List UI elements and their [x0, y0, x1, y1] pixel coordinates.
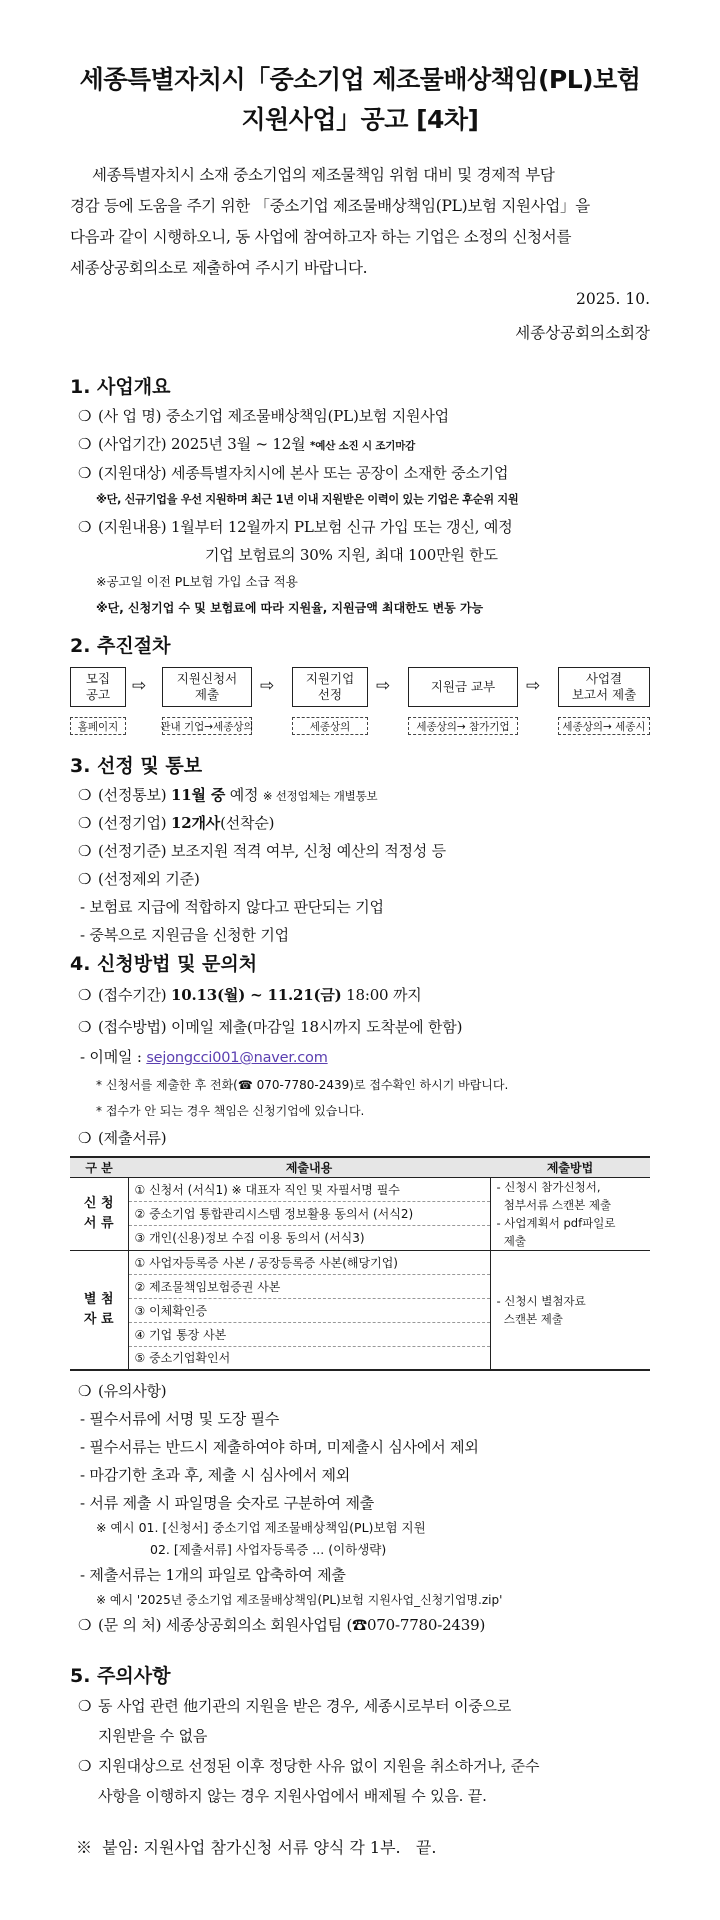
table-cell: ② 제조물책임보험증권 사본 — [128, 1274, 490, 1298]
table-row — [70, 1177, 650, 1201]
table-row — [70, 1250, 650, 1274]
caution-item: - 제출서류는 1개의 파일로 압축하여 제출 — [80, 1566, 346, 1584]
overview-content-text: (지원내용) 1월부터 12월까지 PL보험 신규 가입 또는 갱신, 예정 — [98, 518, 513, 536]
doc-title-line2: 지원사업」공고 [4차] — [241, 105, 479, 134]
arrow-right-icon: ⇨ — [526, 676, 541, 696]
table-header-row — [70, 1157, 650, 1177]
issuer: 세종상공회의소회장 — [515, 324, 650, 342]
table-header: 제출방법 — [490, 1157, 650, 1177]
flow-sub-1: 홈페이지 — [70, 717, 126, 735]
notice-item-2: ❍ 지원대상으로 선정된 이후 정당한 사유 없이 지원을 취소하거나, 준수 — [70, 1751, 650, 1781]
doc-title-line1: 세종특별자치시「중소기업 제조물배상책임(PL)보험 — [79, 65, 641, 94]
circle-bullet-icon: ❍ — [78, 1018, 92, 1036]
circle-bullet-icon: ❍ — [78, 1697, 92, 1715]
table-method: - 신청시 참가신청서, 첨부서류 스캔본 제출 - 사업계획서 pdf파일로 제출 — [490, 1177, 650, 1250]
caution-item: - 필수서류는 반드시 제출하여야 하며, 미제출시 심사에서 제외 — [80, 1438, 479, 1456]
arrow-right-icon: ⇨ — [260, 676, 275, 696]
overview-target-text: (지원대상) 세종특별자치시에 본사 또는 공장이 소재한 중소기업 — [98, 464, 509, 482]
notice-item-1-cont: 지원받을 수 없음 — [98, 1727, 208, 1745]
caution-item: - 필수서류에 서명 및 도장 필수 — [80, 1410, 280, 1428]
apply-tip-2: * 접수가 안 되는 경우 책임은 신청기업에 있습니다. — [96, 1104, 365, 1118]
circle-bullet-icon: ❍ — [78, 870, 92, 888]
filename-example-2: 02. [제출서류] 사업자등록증 ... (이하생략) — [150, 1542, 387, 1557]
intro-line: 경감 등에 도움을 주기 위한 「중소기업 제조물배상책임(PL)보험 지원사업」을 — [70, 197, 590, 215]
circle-bullet-icon: ❍ — [78, 518, 92, 536]
overview-note-1: ※공고일 이전 PL보험 가입 소급 적용 — [96, 574, 298, 589]
flow-sub-5: 세종상의→ 세종시 — [558, 717, 650, 735]
flow-sub-4: 세종상의→ 참가기업 — [408, 717, 518, 735]
circle-bullet-icon: ❍ — [78, 1382, 92, 1400]
circle-bullet-icon: ❍ — [78, 786, 92, 804]
overview-content — [70, 513, 650, 541]
process-flow — [70, 667, 650, 747]
intro-paragraph — [70, 160, 650, 284]
submission-docs-table — [70, 1156, 650, 1371]
table-header: 구 분 — [70, 1157, 128, 1177]
table-cell: ① 사업자등록증 사본 / 공장등록증 사본(해당기업) — [128, 1250, 490, 1274]
flow-sub-3: 세종상의 — [292, 717, 368, 735]
circle-bullet-icon: ❍ — [78, 814, 92, 832]
caution-item: - 마감기한 초과 후, 제출 시 심사에서 제외 — [80, 1466, 351, 1484]
attachment-note: ※ 붙임: 지원사업 참가신청 서류 양식 각 1부. 끝. — [76, 1838, 437, 1857]
intro-line: 세종상공회의소로 제출하여 주시기 바랍니다. — [70, 259, 368, 277]
arrow-right-icon: ⇨ — [376, 676, 391, 696]
overview-name — [70, 402, 650, 430]
intro-line: 세종특별자치시 소재 중소기업의 제조물책임 위험 대비 및 경제적 부담 — [92, 166, 555, 184]
overview-target — [70, 459, 650, 487]
circle-bullet-icon: ❍ — [78, 1757, 92, 1775]
intro-line: 다음과 같이 시행하오니, 동 사업에 참여하고자 하는 기업은 소정의 신청서를 — [70, 228, 572, 246]
apply-period: ❍ (접수기간) 10.13(월) ~ 11.21(금) 18:00 까지 — [70, 979, 650, 1011]
overview-period-text: (사업기간) 2025년 3월 ~ 12월 — [98, 435, 306, 453]
flow-sub-2: 관내 기업→세종상의 — [162, 717, 252, 735]
table-cell: ④ 기업 통장 사본 — [128, 1322, 490, 1346]
filename-example-3: ※ 예시 '2025년 중소기업 제조물배상책임(PL)보험 지원사업_신청기업명.zip' — [96, 1593, 503, 1607]
circle-bullet-icon: ❍ — [78, 435, 92, 453]
section-heading-5: 5. 주의사항 — [70, 1665, 171, 1687]
arrow-right-icon: ⇨ — [132, 676, 147, 696]
section-heading-2: 2. 추진절차 — [70, 635, 171, 657]
table-cell: ⑤ 중소기업확인서 — [128, 1346, 490, 1370]
circle-bullet-icon: ❍ — [78, 986, 92, 1004]
issue-date: 2025. 10. — [576, 290, 650, 308]
caution-label: ❍ (유의사항) — [70, 1377, 650, 1405]
target-note: ※단, 신규기업을 우선 지원하며 최근 1년 이내 지원받은 이력이 있는 기업은 후순위 지원 — [96, 493, 519, 506]
table-cell: ③ 개인(신용)정보 수집 이용 동의서 (서식3) — [128, 1226, 490, 1250]
overview-content-cont: 기업 보험료의 30% 지원, 최대 100만원 한도 — [205, 546, 498, 564]
section-heading-1: 1. 사업개요 — [70, 376, 171, 398]
notice-item-2-cont: 사항을 이행하지 않는 경우 지원사업에서 배제될 수 있음. 끝. — [98, 1787, 487, 1805]
email-row: - 이메일 : sejongcci001@naver.com — [80, 1048, 328, 1066]
table-cell: ③ 이체확인증 — [128, 1298, 490, 1322]
caution-item: - 서류 제출 시 파일명을 숫자로 구분하여 제출 — [80, 1494, 375, 1512]
docs-label: ❍ (제출서류) — [70, 1124, 650, 1152]
circle-bullet-icon: ❍ — [78, 464, 92, 482]
selection-exclude: ❍ (선정제외 기준) — [70, 865, 650, 893]
overview-period — [70, 430, 650, 459]
filename-example-1: ※ 예시 01. [신청서] 중소기업 제조물배상책임(PL)보험 지원 — [96, 1520, 426, 1535]
contact-row: ❍ (문 의 처) 세종상공회의소 회원사업팀 (☎070-7780-2439) — [70, 1611, 650, 1639]
table-category: 신 청 서 류 — [70, 1177, 128, 1250]
table-header: 제출내용 — [128, 1157, 490, 1177]
overview-note-2: ※단, 신청기업 수 및 보험료에 따라 지원율, 지원금액 최대한도 변동 가능 — [96, 601, 484, 615]
circle-bullet-icon: ❍ — [78, 407, 92, 425]
circle-bullet-icon: ❍ — [78, 1616, 92, 1634]
selection-criteria: ❍ (선정기준) 보조지원 적격 여부, 신청 예산의 적정성 등 — [70, 837, 650, 865]
table-category: 별 첨 자 료 — [70, 1250, 128, 1370]
apply-method: ❍ (접수방법) 이메일 제출(마감일 18시까지 도착분에 한함) — [70, 1011, 650, 1043]
flow-step-2: 지원신청서 제출 — [162, 667, 252, 707]
flow-step-4: 지원금 교부 — [408, 667, 518, 707]
circle-bullet-icon: ❍ — [78, 1129, 92, 1147]
circle-bullet-icon: ❍ — [78, 842, 92, 860]
table-cell: ① 신청서 (서식1) ※ 대표자 직인 및 자필서명 필수 — [128, 1177, 490, 1201]
table-method: - 신청시 별첨자료 스캔본 제출 — [490, 1250, 650, 1370]
notice-item-1: ❍ 동 사업 관련 他기관의 지원을 받은 경우, 세종시로부터 이중으로 — [70, 1691, 650, 1721]
exclude-item-2: - 중복으로 지원금을 신청한 기업 — [80, 926, 289, 944]
overview-name-text: (사 업 명) 중소기업 제조물배상책임(PL)보험 지원사업 — [98, 407, 449, 425]
apply-tip-1: * 신청서를 제출한 후 전화(☎ 070-7780-2439)로 접수확인 하시기 바랍니다. — [96, 1078, 509, 1092]
flow-step-5: 사업결 보고서 제출 — [558, 667, 650, 707]
section-heading-4: 4. 신청방법 및 문의처 — [70, 953, 258, 975]
selection-notice: ❍ (선정통보) 11월 중 예정 ※ 선정업체는 개별통보 — [70, 781, 650, 809]
flow-step-3: 지원기업 선정 — [292, 667, 368, 707]
email-link[interactable]: sejongcci001@naver.com — [146, 1050, 328, 1066]
exclude-item-1: - 보험료 지급에 적합하지 않다고 판단되는 기업 — [80, 898, 384, 916]
period-note: *예산 소진 시 조기마감 — [309, 440, 416, 452]
table-cell: ② 중소기업 통합관리시스템 정보활용 동의서 (서식2) — [128, 1201, 490, 1225]
selection-count: ❍ (선정기업) 12개사(선착순) — [70, 809, 650, 837]
section-heading-3: 3. 선정 및 통보 — [70, 755, 203, 777]
flow-step-1: 모집 공고 — [70, 667, 126, 707]
